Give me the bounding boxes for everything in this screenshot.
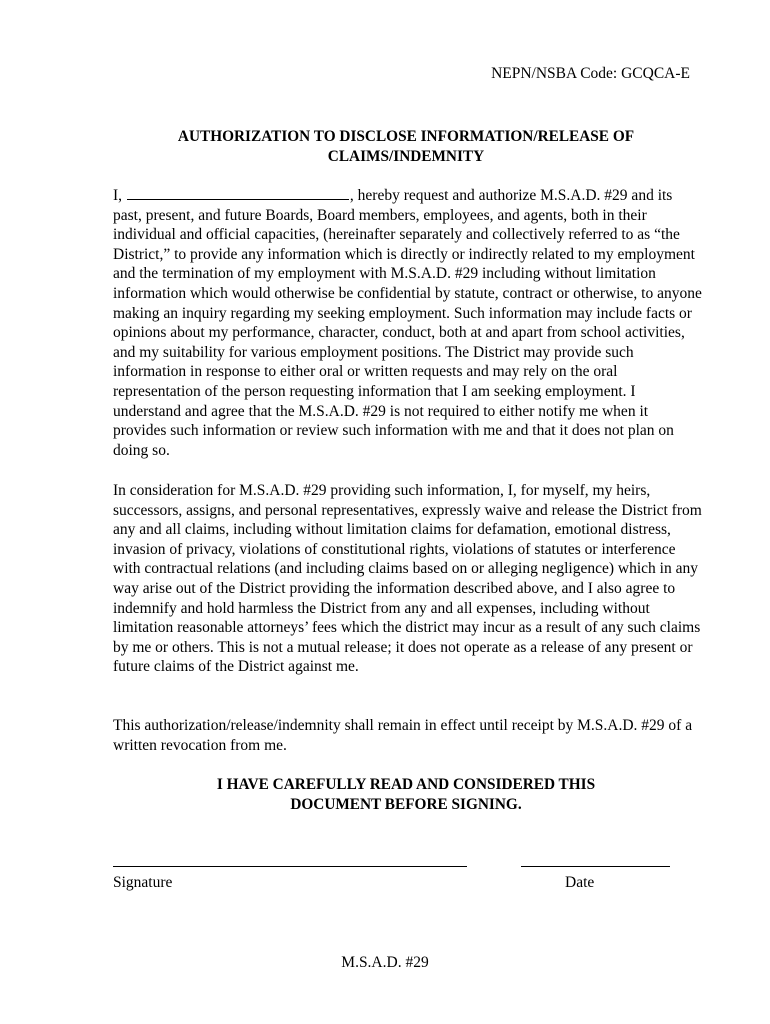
signature-label: Signature	[113, 874, 173, 891]
name-blank-line[interactable]	[127, 185, 349, 200]
document-title	[113, 127, 699, 166]
duration-paragraph: This authorization/release/indemnity shall remain in effect until receipt by M.S.A.D. #29 of a written revocation from me.	[113, 717, 693, 754]
ack-line-2: DOCUMENT BEFORE SIGNING.	[290, 795, 522, 813]
date-line[interactable]	[521, 866, 670, 867]
name-prefix: I,	[113, 187, 123, 204]
date-label: Date	[565, 874, 595, 891]
authorization-text: , hereby request and authorize M.S.A.D. #29 and its past, present, and future Boards, Board members, employees, and agents, both in their individual and official capacities, (hereinafter separately and collectively referred to as “the District,” to provide any information which is directly or indirectly related to my employment and the termination of my employment with M.S.A.D. #29 including without limitation information which would otherwise be confidential by statute, contract or otherwise, to anyone making an inquiry regarding my seeking employment. Such information may include facts or opinions about my performance, character, conduct, both at and apart from school activities, and my suitability for various employment positions. The District may provide such information in response to either oral or written requests and may rely on the oral representation of the person requesting information that I am seeking employment. I understand and agree that the M.S.A.D. #29 is not required to either notify me when it provides such information or review such information with me and that it does not plan on doing so.	[113, 187, 702, 459]
page-footer: M.S.A.D. #29	[341, 954, 429, 971]
release-paragraph: In consideration for M.S.A.D. #29 providing such information, I, for myself, my heirs, successors, assigns, and personal representatives, expressly waive and release the District from any and all claims, including without limitation claims for defamation, emotional distress, invasion of privacy, violations of constitutional rights, violations of statutes or interference with contractual relations (and including claims based on or alleging negligence) which in any way arise out of the District providing the information described above, and I also agree to indemnify and hold harmless the District from any and all expenses, including without limitation reasonable attorneys’ fees which the district may incur as a result of any such claims by me or others. This is not a mutual release; it does not operate as a release of any present or future claims of the District against me.	[113, 482, 702, 676]
title-line-2: CLAIMS/INDEMNITY	[327, 147, 485, 165]
ack-line-1: I HAVE CAREFULLY READ AND CONSIDERED THIS	[216, 776, 596, 793]
signature-line[interactable]	[113, 866, 467, 867]
authorization-paragraph	[113, 185, 703, 460]
acknowledgement-heading	[113, 775, 699, 814]
policy-code: NEPN/NSBA Code: GCQCA-E	[491, 65, 690, 82]
title-line-1: AUTHORIZATION TO DISCLOSE INFORMATION/RELEASE OF	[177, 128, 635, 145]
